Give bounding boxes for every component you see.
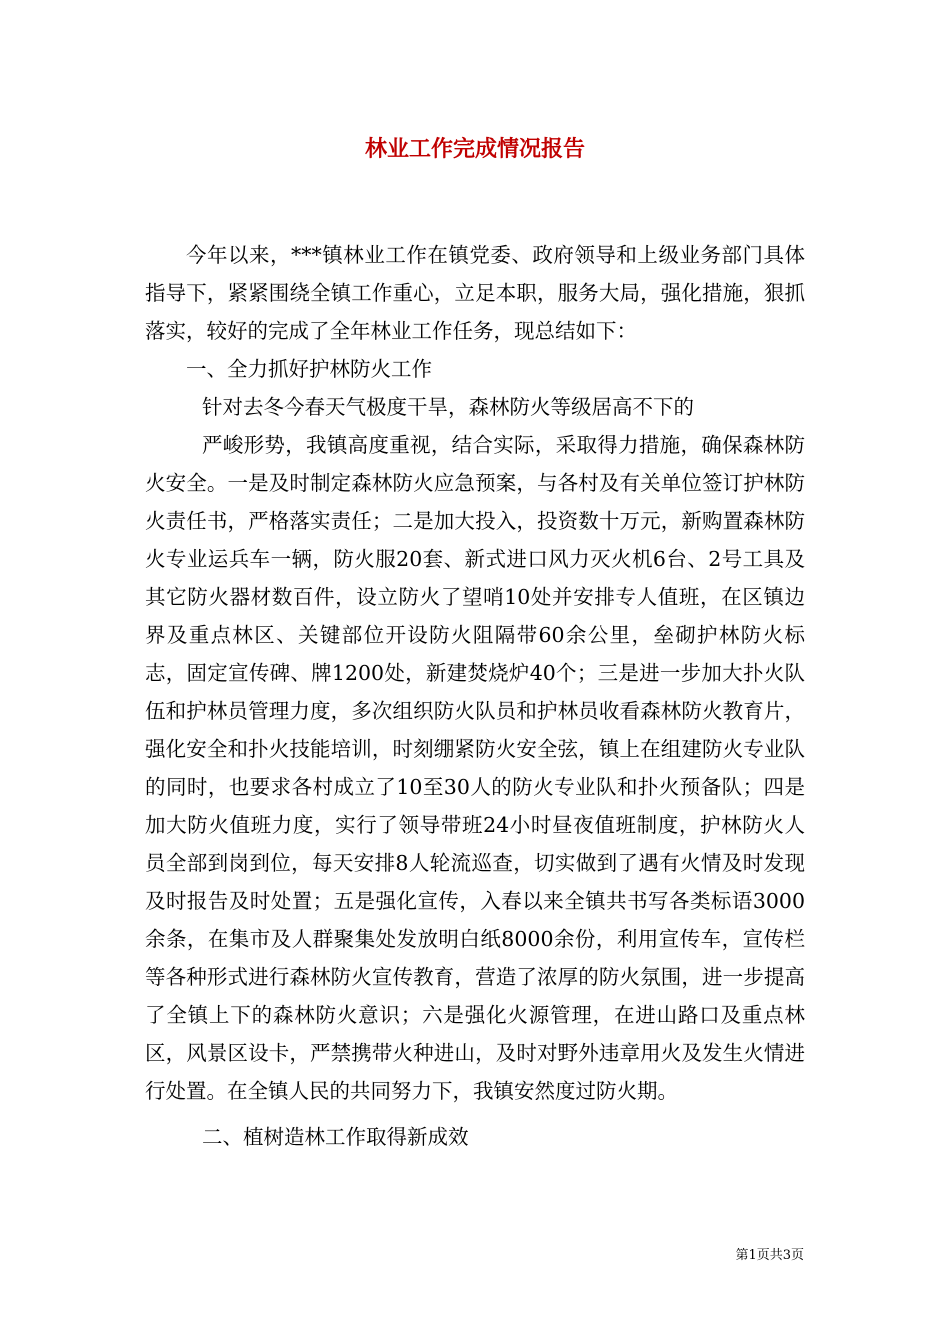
document-body [145, 236, 805, 1156]
page-number: 第1页共3页 [735, 1248, 804, 1263]
section-heading-fire-prevention: 一、全力抓好护林防火工作 [186, 357, 432, 381]
fire-prevention-paragraph: 严峻形势，我镇高度重视，结合实际，采取得力措施，确保森林防火安全。一是及时制定森林防火应急预案，与各村及有关单位签订护林防火责任书，严格落实责任；二是加大投入，投资数十万元，新购置森林防火专业运兵车一辆，防火服20套、新式进口风力灭火机6台、2号工具及其它防火器材数百件，设立防火了望哨10处并安排专人值班，在区镇边界及重点林区、关键部位开设防火阻隔带60余公里，垒砌护林防火标志，固定宣传碑、牌1200处，新建焚烧炉40个；三是进一步加大扑火队伍和护林员管理力度，多次组织防火队员和护林员收看森林防火教育片，强化安全和扑火技能培训，时刻绷紧防火安全弦，镇上在组建防火专业队的同时，也要求各村成立了10至30人的防火专业队和扑火预备队；四是加大防火值班力度，实行了领导带班24小时昼夜值班制度，护林防火人员全部到岗到位，每天安排8人轮流巡查，切实做到了遇有火情及时发现及时报告及时处置；五是强化宣传，入春以来全镇共书写各类标语3000余条，在集市及人群聚集处发放明白纸8000余份，利用宣传车，宣传栏等各种形式进行森林防火宣传教育，营造了浓厚的防火氛围，进一步提高了全镇上下的森林防火意识；六是强化火源管理，在进山路口及重点林区，风景区设卡，严禁携带火种进山，及时对野外违章用火及发生火情进行处置。在全镇人民的共同努力下，我镇安然度过防火期。 [145, 433, 805, 1103]
intro-paragraph: 今年以来，***镇林业工作在镇党委、政府领导和上级业务部门具体指导下，紧紧围绕全镇工作重心，立足本职，服务大局，强化措施，狠抓落实，较好的完成了全年林业工作任务，现总结如下： [145, 243, 805, 343]
document-title: 林业工作完成情况报告 [364, 136, 585, 162]
section-lead-line: 针对去冬今春天气极度干旱，森林防火等级居高不下的 [202, 395, 694, 419]
section-heading-afforestation: 二、植树造林工作取得新成效 [202, 1125, 469, 1149]
